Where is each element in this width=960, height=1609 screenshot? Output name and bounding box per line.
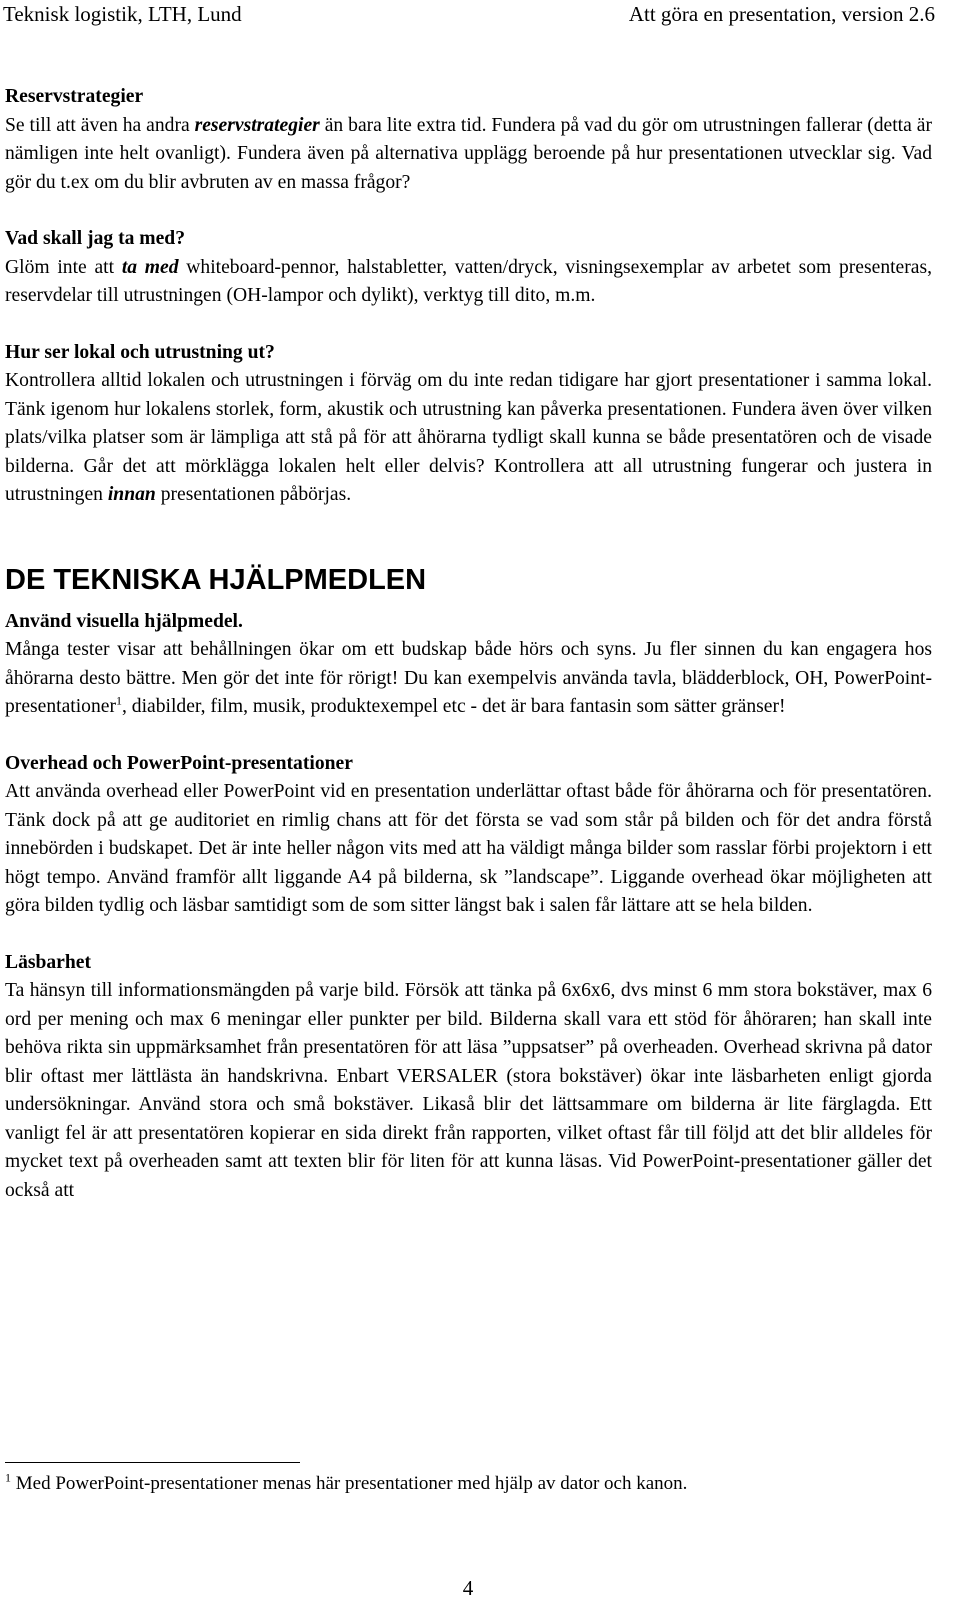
section-heading: Reservstrategier	[5, 86, 144, 107]
section-lokal	[5, 339, 932, 510]
section-visuella	[5, 608, 932, 722]
paragraph	[5, 112, 932, 198]
section-ta-med	[5, 225, 932, 311]
spacer	[5, 540, 932, 562]
footnote-number: 1	[5, 1470, 11, 1485]
text: Se till att även ha andra	[5, 114, 195, 136]
chapter-heading: DE TEKNISKA HJÄLPMEDLEN	[5, 563, 427, 596]
paragraph	[5, 254, 932, 311]
emphasis: innan	[107, 484, 156, 505]
text: whiteboard-pennor, halstabletter, vatten/dryck, visningsexemplar av arbetet som presenteras, reservdelar till utrustningen (OH-lampor och dylikt), verktyg till dito, m.m.	[5, 256, 932, 306]
footnote-divider	[5, 1462, 300, 1463]
page-number: 4	[462, 1576, 474, 1600]
section-heading: Läsbarhet	[5, 951, 92, 973]
section-lasbarhet	[5, 949, 932, 1206]
text: Glöm inte att	[5, 256, 122, 278]
section-reservstrategier	[5, 83, 932, 197]
section-overhead	[5, 750, 932, 921]
header-left: Teknisk logistik, LTH, Lund	[3, 2, 242, 26]
page-header	[3, 0, 935, 30]
footnote-ref: 1	[115, 693, 122, 708]
text: , diabilder, film, musik, produktexempel etc - det är bara fantasin som sätter gränser!	[121, 696, 786, 717]
section-heading: Overhead och PowerPoint-presentationer	[5, 752, 353, 774]
section-heading: Hur ser lokal och utrustning ut?	[5, 341, 275, 363]
text: Många tester visar att behållningen ökar om ett budskap både hörs och syns. Ju fler sinnen du kan engagera hos åhörarna desto bättre. Men gör det inte för rörigt! Du kan exempelvis använda tavla, blädderblock, OH, PowerPoint-presentationer	[5, 639, 932, 717]
document-body	[5, 83, 932, 1233]
section-heading: Vad skall jag ta med?	[5, 228, 185, 249]
emphasis: reservstrategier	[194, 114, 320, 136]
header-right: Att göra en presentation, version 2.6	[628, 2, 935, 26]
text: Kontrollera alltid lokalen och utrustningen i förväg om du inte redan tidigare har gjort presentationer i samma lokal. Tänk igenom hur lokalens storlek, form, akustik och utrustning kan påverka presentationen. Fundera även över vilken plats/vilka platser som är lämpliga att stå på för att åhörarna tydligt skall kunna se både presentatören och de visade bilderna. Går det att mörklägga lokalen helt eller delvis? Kontrollera att all utrustning fungerar och justera in utrustningen	[5, 370, 932, 505]
section-heading: Använd visuella hjälpmedel.	[5, 610, 243, 632]
paragraph: Att använda overhead eller PowerPoint vid en presentation underlättar oftast både för åhörarna och för presentatören. Tänk dock på att ge auditoriet en rimlig chans att för det första se vad som står på bilden och för det andra förstå innebörden i budskapet. Det är inte heller någon vits med att ha väldigt många bilder som rasslar förbi projektorn i ett högt tempo. Använd framför allt liggande A4 på bilderna, sk ”landscape”. Liggande overhead ökar möjligheten att göra bilden tydlig och läsbar samtidigt som de som sitter längst bak i salen får lättare att se hela bilden.	[5, 781, 932, 916]
paragraph	[5, 367, 932, 510]
footnote-text: Med PowerPoint-presentationer menas här presentationer med hjälp av dator och kanon.	[11, 1473, 688, 1494]
text: än bara lite extra tid. Fundera på vad du gör om utrustningen fallerar (detta är nämligen inte helt ovanligt). Fundera även på alternativa upplägg beroende på hur presentationen utvecklar sig. Vad gör du t.ex om du blir avbruten av en massa frågor?	[5, 114, 932, 193]
text: presentationen påbörjas.	[155, 484, 352, 505]
emphasis: ta med	[121, 256, 179, 278]
footnote	[5, 1471, 687, 1497]
paragraph	[5, 636, 932, 722]
paragraph: Ta hänsyn till informationsmängden på varje bild. Försök att tänka på 6x6x6, dvs minst 6 mm stora bokstäver, max 6 ord per mening och max 6 meningar eller punkter per bild. Bilderna skall vara ett stöd för åhöraren; han skall inte behöva rikta sin uppmärksamhet från presentatören för att läsa ”uppsatser” på overheaden. Overhead skrivna på dator blir oftast mer lättlästa än handskrivna. Enbart VERSALER (stora bokstäver) ökar inte läsbarheten enligt gjorda undersökningar. Använd stora och små bokstäver. Likaså blir det lättsammare om bilderna är lite färglagda. Ett vanligt fel är att presentatören kopierar en sida direkt från rapporten, vilket oftast får till följd att det blir alldeles för mycket text på overheaden samt att texten blir för liten för att kunna läsas. Vid PowerPoint-presentationer gäller det också att	[5, 980, 932, 1201]
